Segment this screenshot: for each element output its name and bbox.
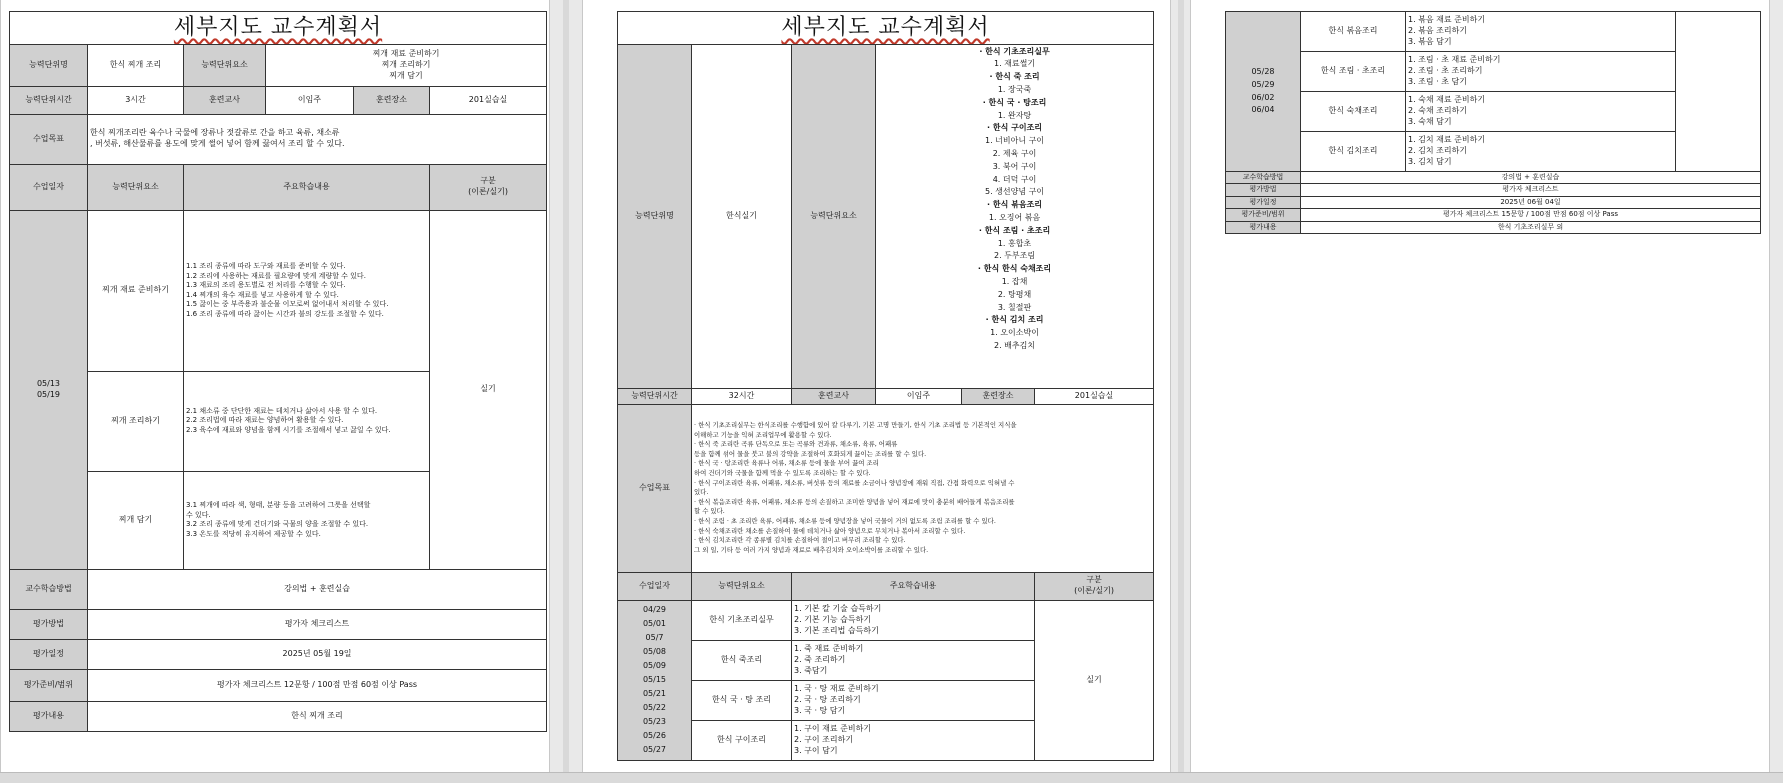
horizontal-scrollbar[interactable] <box>0 772 1783 783</box>
method-value: 강의법 + 훈련실습 <box>1301 172 1761 184</box>
unit-name-value: 한식 찌개 조리 <box>88 44 184 86</box>
content-cell: 1. 숙채 재료 준비하기 2. 숙채 조리하기 3. 숙채 담기 <box>1406 92 1676 132</box>
class-dates: 05/28 05/29 06/02 06/04 <box>1226 12 1301 172</box>
page-title: 세부지도 교수계획서 <box>618 12 1154 45</box>
element-cell: 한식 조림 · 초조리 <box>1301 52 1406 92</box>
goal-text: · 한식 기초조리실무는 한식조리를 수행함에 있어 칼 다루기, 기본 고명 만들기, 한식 기초 조리법 등 기본적인 지식을 이해하고 기능을 익혀 조리업무에 활용할 수 있다. · 한식 죽 조리란 곡류 단독으로 또는 곡류와 견과류, 채소류, 육류, 어패류 등을 함께 섞어 물을 붓고 불의 강약을 조절하여 호화되게 끓이는 조리를 할 수 있다. · 한식 국 · 탕조리란 육류나 어류, 채소류 등에 물을 부어 끓여 조리 하여 건더기와 국물을 함께 먹을 수 있도록 조리하는 할 수 있다. · 한식 구이조리란 육류, 어패류, 채소류, 버섯류 등의 재료를 소금이나 양념장에 재워 직접, 간접 화력으로 익혀낼 수 있다. · 한식 볶음조리란 육류, 어패류, 채소류 등의 손질하고 조미한 양념을 넣어 재료에 맛이 충분히 배어들게 볶음조리를 할 수 있다. · 한식 조림 · 초 조리란 육류, 어패류, 채소류 등에 양념장을 넣어 국물이 거의 없도록 조림 조리를 할 수 있다. · 한식 숙채조리란 채소를 손질하여 물에 데치거나 삶아 양념으로 무치거나 볶아서 조리할 수 있다. · 한식 김치조리란 각 종류별 김치를 손질하여 절이고 버무려 조리할 수 있다. 그 외 일, 기타 등 여러 가지 양념과 재료로 배추김치와 오이소박이를 조리할 수 있다. <box>692 404 1154 572</box>
content-cell: 1. 기본 칼 기술 습득하기 2. 기본 기능 습득하기 3. 기본 조리법 습득하기 <box>792 600 1035 640</box>
teacher-value: 이임주 <box>266 86 354 114</box>
unit-time-label: 능력단위시간 <box>618 388 692 404</box>
eval-method-value: 평가자 체크리스트 <box>1301 184 1761 196</box>
eval-range-label: 평가준비/범위 <box>1226 209 1301 221</box>
element-cell: 한식 죽조리 <box>692 640 792 680</box>
content-cell: 1. 죽 재료 준비하기 2. 죽 조리하기 3. 죽담기 <box>792 640 1035 680</box>
element-cell: 한식 볶음조리 <box>1301 12 1406 52</box>
lesson-plan-table-3 <box>1225 11 1761 234</box>
eval-range-value: 평가자 체크리스트 15문항 / 100점 만점 60점 이상 Pass <box>1301 209 1761 221</box>
document-page-1 <box>0 0 550 772</box>
eval-range-label: 평가준비/범위 <box>10 669 88 701</box>
teacher-label: 훈련교사 <box>184 86 266 114</box>
teacher-label: 훈련교사 <box>792 388 876 404</box>
unit-name-label: 능력단위명 <box>618 44 692 388</box>
page-gap <box>1178 0 1184 783</box>
page-gap <box>563 0 569 783</box>
goal-label: 수업목표 <box>10 114 88 164</box>
lesson-plan-table-1 <box>9 11 547 732</box>
col-type-header: 구분 (이론/실기) <box>1035 572 1154 600</box>
content-cell: 1. 김치 재료 준비하기 2. 김치 조리하기 3. 김치 담기 <box>1406 132 1676 172</box>
eval-content-value: 한식 기초조리실무 외 <box>1301 221 1761 233</box>
content-cell: 2.1 채소류 중 단단한 재료는 데치거나 삶아서 사용 할 수 있다. 2.2 조리법에 따라 재료는 양념하여 활용할 수 있다. 2.3 육수에 재료와 양념을 함께 시기를 조절해서 넣고 끓일 수 있다. <box>184 371 430 471</box>
page-title: 세부지도 교수계획서 <box>10 12 547 45</box>
method-value: 강의법 + 훈련실습 <box>88 569 547 609</box>
element-cell: 한식 국 · 탕 조리 <box>692 680 792 720</box>
type-cell <box>1676 12 1761 172</box>
eval-date-value: 2025년 05월 19일 <box>88 639 547 669</box>
unit-element-value: 찌개 재료 준비하기 찌개 조리하기 찌개 담기 <box>266 44 547 86</box>
col-date-header: 수업일자 <box>10 164 88 210</box>
type-cell: 실기 <box>430 210 547 569</box>
eval-range-value: 평가자 체크리스트 12문항 / 100점 만점 60점 이상 Pass <box>88 669 547 701</box>
unit-element-list: · 한식 기초조리실무 1. 재료썰기 · 한식 죽 조리 1. 장국죽 · 한식 국 · 탕조리 1. 완자탕 · 한식 구이조리 1. 너비아니 구이 2. 제육 구이 3. 북어 구이 4. 더덕 구이 5. 생선양념 구이 · 한식 볶음조리 1. 오징어 볶음 · 한식 조림 · 초조리 1. 홍합초 2. 두부조림 · 한식 한식 숙채조리 1. 잡채 2. 탕평채 3. 칠절판 · 한식 김치 조리 1. 오이소박이 2. 배추김치 <box>876 44 1154 388</box>
col-content-header: 주요학습내용 <box>792 572 1035 600</box>
goal-label: 수업목표 <box>618 404 692 572</box>
eval-method-value: 평가자 체크리스트 <box>88 609 547 639</box>
element-cell: 한식 숙채조리 <box>1301 92 1406 132</box>
unit-time-value: 3시간 <box>88 86 184 114</box>
eval-method-label: 평가방법 <box>1226 184 1301 196</box>
goal-text: 한식 찌개조리란 육수나 국물에 장류나 젓갈류로 간을 하고 육류, 채소류 , 버섯류, 해산물류를 용도에 맞게 썰어 넣어 함께 끓여서 조리 할 수 있다. <box>88 114 547 164</box>
eval-content-label: 평가내용 <box>10 701 88 731</box>
content-cell: 1. 볶음 재료 준비하기 2. 볶음 조리하기 3. 볶음 담기 <box>1406 12 1676 52</box>
content-cell: 1. 조림 · 초 재료 준비하기 2. 조림 · 초 조리하기 3. 조림 · 초 담기 <box>1406 52 1676 92</box>
col-element-header: 능력단위요소 <box>692 572 792 600</box>
content-cell: 1. 구이 재료 준비하기 2. 구이 조리하기 3. 구이 담기 <box>792 720 1035 760</box>
class-dates: 05/13 05/19 <box>10 210 88 569</box>
col-element-header: 능력단위요소 <box>88 164 184 210</box>
element-cell: 찌개 담기 <box>88 471 184 569</box>
document-page-3 <box>1190 0 1770 772</box>
element-cell: 찌개 재료 준비하기 <box>88 210 184 371</box>
col-type-header: 구분 (이론/실기) <box>430 164 547 210</box>
unit-time-label: 능력단위시간 <box>10 86 88 114</box>
element-cell: 한식 김치조리 <box>1301 132 1406 172</box>
place-value: 201실습실 <box>430 86 547 114</box>
class-dates: 04/29 05/01 05/7 05/08 05/09 05/15 05/21 05/22 05/23 05/26 05/27 <box>618 600 692 760</box>
unit-name-label: 능력단위명 <box>10 44 88 86</box>
type-cell: 실기 <box>1035 600 1154 760</box>
place-value: 201실습실 <box>1035 388 1154 404</box>
unit-element-label: 능력단위요소 <box>184 44 266 86</box>
lesson-plan-table-2 <box>617 11 1154 761</box>
method-label: 교수학습방법 <box>1226 172 1301 184</box>
document-page-2 <box>582 0 1171 772</box>
element-cell: 한식 기초조리실무 <box>692 600 792 640</box>
eval-content-label: 평가내용 <box>1226 221 1301 233</box>
teacher-value: 이임주 <box>876 388 962 404</box>
eval-date-label: 평가일정 <box>10 639 88 669</box>
unit-element-label: 능력단위요소 <box>792 44 876 388</box>
place-label: 훈련장소 <box>354 86 430 114</box>
eval-date-label: 평가일정 <box>1226 196 1301 208</box>
content-cell: 3.1 찌개에 따라 색, 형태, 분량 등을 고려하여 그릇을 선택할 수 있다. 3.2 조리 종류에 맞게 건더기와 국물의 양을 조절할 수 있다. 3.3 온도를 적당히 유지하여 제공할 수 있다. <box>184 471 430 569</box>
content-cell: 1.1 조리 종류에 따라 도구와 재료를 준비할 수 있다. 1.2 조리에 사용하는 재료를 필요량에 맞게 계량할 수 있다. 1.3 재료의 조리 용도별로 전 처리를 수행할 수 있다. 1.4 찌개의 육수 재료를 넣고 사용하게 할 수 있다. 1.5 끓이는 중 부족용과 불순물 이모로써 없어내서 처리할 수 있다. 1.6 조리 종류에 따라 끓이는 시간과 불의 강도를 조절할 수 있다. <box>184 210 430 371</box>
eval-date-value: 2025년 06월 04일 <box>1301 196 1761 208</box>
unit-name-value: 한식실기 <box>692 44 792 388</box>
col-date-header: 수업일자 <box>618 572 692 600</box>
place-label: 훈련장소 <box>962 388 1035 404</box>
eval-content-value: 한식 찌개 조리 <box>88 701 547 731</box>
unit-time-value: 32시간 <box>692 388 792 404</box>
col-content-header: 주요학습내용 <box>184 164 430 210</box>
element-cell: 한식 구이조리 <box>692 720 792 760</box>
element-cell: 찌개 조리하기 <box>88 371 184 471</box>
method-label: 교수학습방법 <box>10 569 88 609</box>
eval-method-label: 평가방법 <box>10 609 88 639</box>
content-cell: 1. 국 · 탕 재료 준비하기 2. 국 · 탕 조리하기 3. 국 · 탕 담기 <box>792 680 1035 720</box>
